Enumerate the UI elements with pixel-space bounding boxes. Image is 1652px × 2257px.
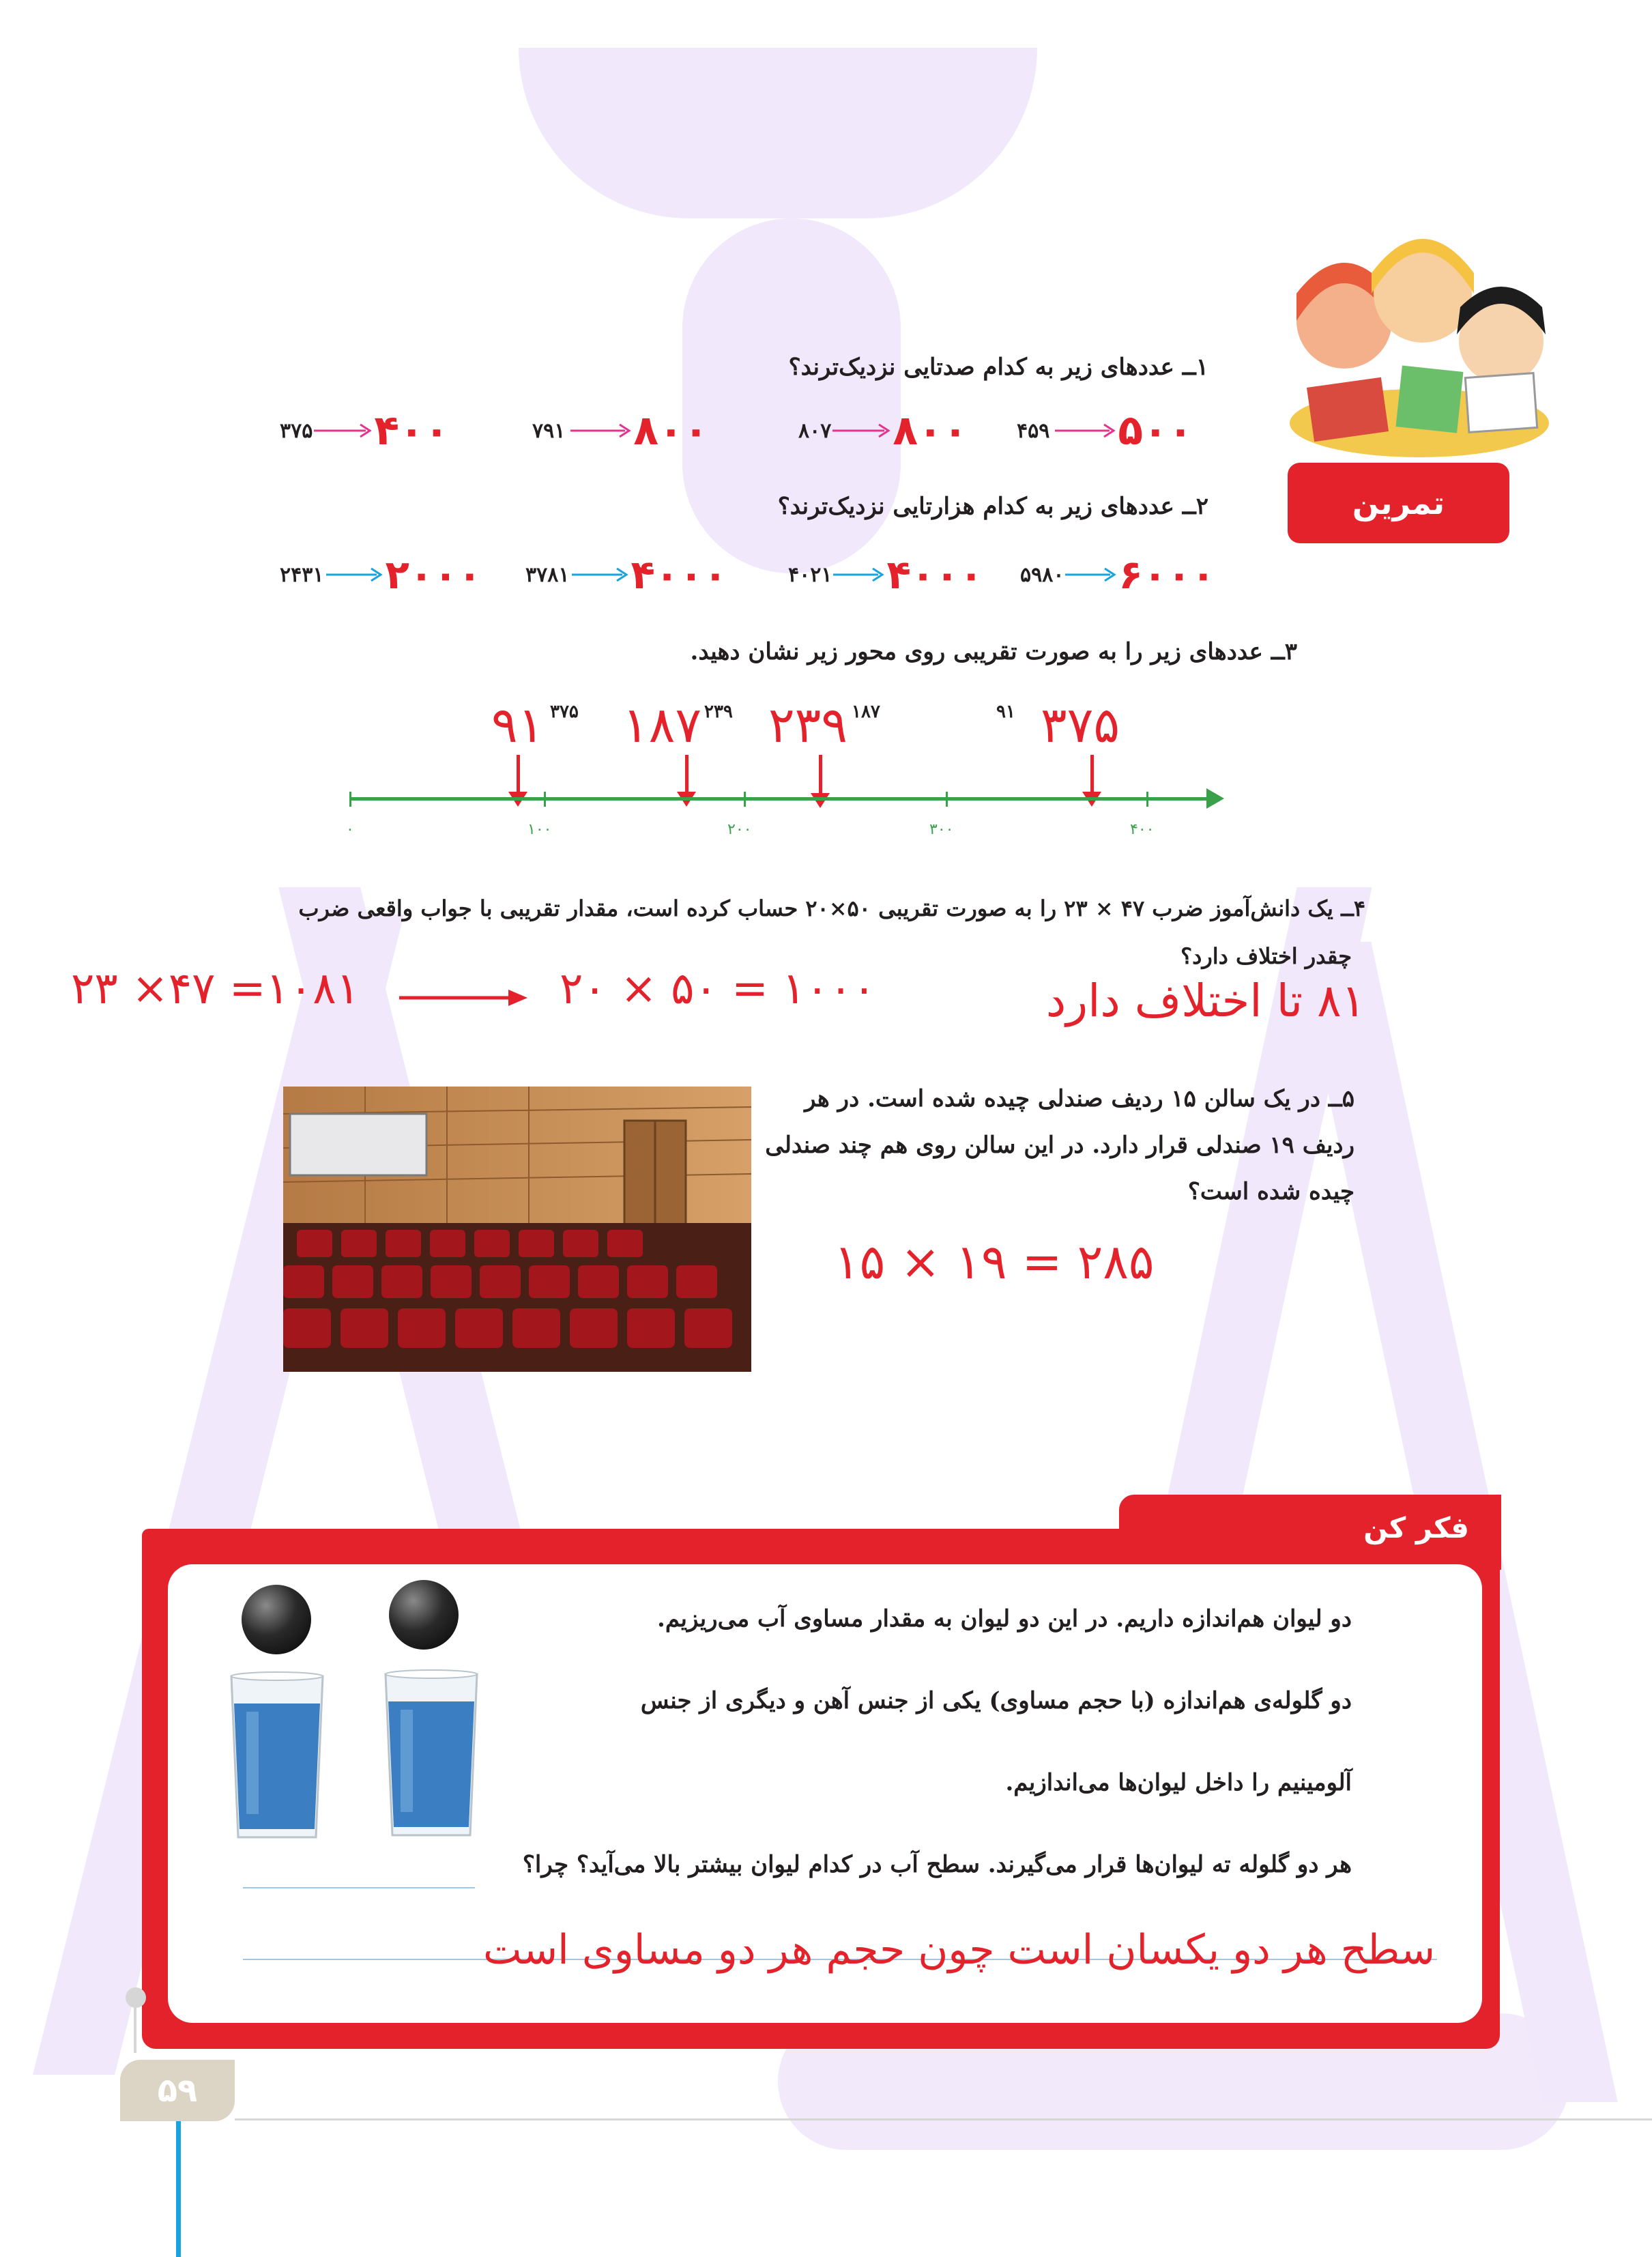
exercise-badge — [1288, 463, 1509, 543]
page-number-badge — [120, 2060, 235, 2121]
arrow-icon — [1049, 420, 1118, 441]
think-text: هر دو گلوله ته لیوان‌ها قرار می‌گیرند. سطح آب در کدام لیوان بیشتر بالا می‌آید؟ چرا؟ — [522, 1851, 1352, 1878]
printed-number: ۳۷۵ — [550, 702, 579, 722]
footer-blue-bar — [176, 2121, 181, 2257]
printed-number: ۹۱ — [996, 702, 1015, 722]
q1-row — [280, 407, 1221, 461]
think-text: آلومینیم را داخل لیوان‌ها می‌اندازیم. — [1005, 1769, 1352, 1796]
axis-tick-label: ۰ — [346, 821, 354, 838]
watermark-shape — [519, 48, 1037, 218]
q2-item: ۳۷۸۱ ۴۰۰۰ — [525, 551, 728, 598]
arrow-icon — [565, 420, 633, 441]
q2-row — [280, 551, 1235, 606]
q1-item: ۳۷۵ ۴۰۰ — [280, 407, 450, 455]
exercise-badge-label: تمرین — [1352, 485, 1445, 521]
axis-tick — [1146, 792, 1148, 807]
axis-tick — [349, 792, 351, 807]
hw-number: ۳۷۵ — [1041, 696, 1120, 753]
hw-number: ۹۱ — [491, 696, 545, 753]
hw-think-answer: سطح هر دو یکسان است چون حجم هر دو مساوی است — [482, 1926, 1435, 1974]
hw-difference: ۸۱ تا اختلاف دارد — [1045, 975, 1365, 1027]
auditorium-photo — [283, 1087, 751, 1372]
q2-item: ۲۴۳۱ ۲۰۰۰ — [280, 551, 482, 598]
arrow-icon — [569, 564, 631, 585]
q4-prompt-cont: چقدر اختلاف دارد؟ — [1180, 943, 1352, 969]
q3-prompt: ۳ــ عددهای زیر را به صورت تقریبی روی محور زیر نشان دهید. — [690, 638, 1297, 665]
axis-tick-label: ۱۰۰ — [527, 821, 552, 838]
axis-tick-label: ۳۰۰ — [929, 821, 954, 838]
hw-arrow-down — [1090, 755, 1094, 796]
hw-arrow-down — [517, 755, 520, 796]
aluminium-ball — [389, 1580, 459, 1650]
q2-item: ۴۰۲۱ ۴۰۰۰ — [788, 551, 984, 598]
hw-approx-product: ۲۰ × ۵۰ = ۱۰۰۰ — [560, 964, 876, 1014]
water-glass — [230, 1671, 324, 1843]
q1-item: ۸۰۷ ۸۰۰ — [798, 407, 968, 455]
q5-text: ردیف ۱۹ صندلی قرار دارد. در این سالن روی هم چند صندلی — [765, 1132, 1354, 1159]
number-line-arrowhead — [1206, 788, 1224, 809]
hw-arrow-right — [399, 988, 529, 1008]
q1-prompt: ۱ــ عددهای زیر به کدام صدتایی نزدیک‌ترند؟ — [788, 354, 1208, 381]
iron-ball — [242, 1585, 311, 1654]
water-glass — [384, 1669, 478, 1841]
children-illustration — [1283, 218, 1556, 464]
arrow-icon — [323, 564, 385, 585]
q2-item: ۵۹۸۰ ۶۰۰۰ — [1020, 551, 1216, 598]
hw-exact-product: ۲۳ ×۴۷ =۱۰۸۱ — [71, 964, 360, 1014]
printed-number: ۱۸۷ — [852, 702, 880, 722]
hw-number: ۲۳۹ — [768, 696, 848, 753]
think-text: دو لیوان هم‌اندازه داریم. در این دو لیوان به مقدار مساوی آب می‌ریزیم. — [657, 1605, 1352, 1633]
axis-tick — [544, 792, 546, 807]
q1-item: ۷۹۱ ۸۰۰ — [532, 407, 709, 455]
page-number: ۵۹ — [157, 2071, 198, 2110]
hw-number: ۱۸۷ — [622, 696, 702, 753]
q5-text: چیده شده است؟ — [1187, 1178, 1354, 1205]
hw-arrow-down — [819, 755, 822, 797]
hw-q5-answer: ۱۵ × ۱۹ = ۲۸۵ — [834, 1234, 1155, 1290]
arrow-icon — [313, 420, 374, 441]
arrow-icon — [831, 420, 893, 441]
axis-tick-label: ۴۰۰ — [1130, 821, 1155, 838]
think-title: فکر کن — [1363, 1511, 1469, 1544]
number-line — [349, 797, 1209, 801]
axis-tick-label: ۲۰۰ — [727, 821, 752, 838]
q2-prompt: ۲ــ عددهای زیر به کدام هزارتایی نزدیک‌ترند؟ — [777, 493, 1208, 520]
arrow-icon — [832, 564, 886, 585]
q1-item: ۴۵۹ ۵۰۰ — [1017, 407, 1193, 455]
answer-line — [243, 1887, 475, 1888]
footer-rule — [235, 2118, 1652, 2121]
printed-number: ۲۳۹ — [704, 702, 733, 722]
axis-tick — [744, 792, 746, 807]
q4-prompt: ۴ــ یک دانش‌آموز ضرب ۴۷ × ۲۳ را به صورت تقریبی ۵۰×۲۰ حساب کرده است، مقدار تقریبی با جواب واقعی ضرب — [298, 895, 1365, 921]
arrow-icon — [1064, 564, 1118, 585]
hw-arrow-down — [685, 755, 689, 796]
axis-tick — [946, 792, 948, 807]
q5-text: ۵ــ در یک سالن ۱۵ ردیف صندلی چیده شده است. در هر — [805, 1085, 1354, 1112]
watermark-shape — [682, 218, 901, 573]
footer-line — [134, 2005, 136, 2053]
think-text: دو گلوله‌ی هم‌اندازه (با حجم مساوی) یکی از جنس آهن و دیگری از جنس — [640, 1687, 1352, 1714]
